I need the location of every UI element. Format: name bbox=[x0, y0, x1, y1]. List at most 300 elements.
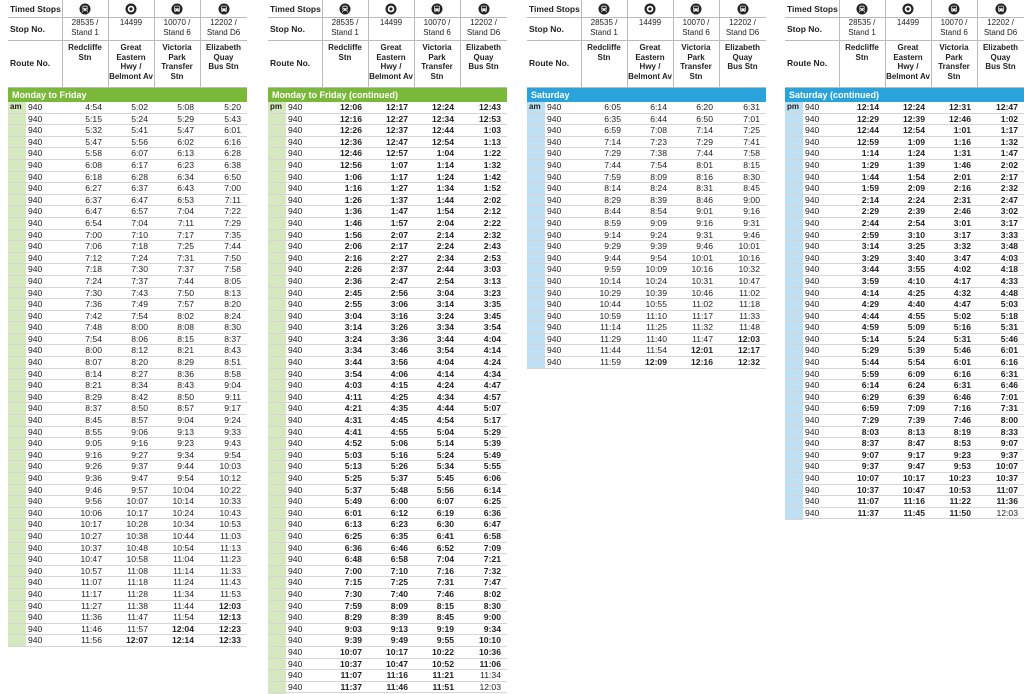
departure-time: 2:26 bbox=[344, 264, 362, 275]
table-row bbox=[527, 148, 766, 160]
departure-time: 5:41 bbox=[131, 125, 148, 136]
departure-time: 5:45 bbox=[436, 473, 454, 483]
table-row bbox=[785, 218, 1024, 230]
table-row bbox=[268, 508, 507, 520]
departure-time: 1:14 bbox=[861, 148, 879, 159]
stop-number: 14499 bbox=[119, 18, 143, 27]
departure-time: 4:10 bbox=[907, 275, 925, 286]
departure-time: 1:56 bbox=[344, 229, 362, 240]
route-no-label: Route No. bbox=[787, 58, 828, 68]
departure-time: 8:45 bbox=[85, 415, 102, 426]
route-number: 940 bbox=[28, 449, 43, 460]
route-number: 940 bbox=[288, 217, 303, 228]
stop-no-label: Stop No. bbox=[270, 24, 305, 34]
departure-time: 9:31 bbox=[743, 217, 760, 228]
departure-time: 2:47 bbox=[1000, 194, 1018, 205]
bus-icon bbox=[414, 3, 460, 16]
departure-time: 7:58 bbox=[224, 264, 241, 275]
departure-time: 10:58 bbox=[126, 554, 148, 565]
table-row bbox=[268, 531, 507, 543]
table-row bbox=[8, 183, 247, 195]
table-row bbox=[268, 473, 507, 485]
departure-time: 6:46 bbox=[390, 542, 408, 553]
stop-column-header bbox=[719, 0, 766, 88]
departure-time: 6:39 bbox=[907, 391, 925, 402]
departure-time: 3:54 bbox=[483, 322, 501, 333]
departure-time: 7:00 bbox=[224, 183, 241, 194]
departure-time: 4:44 bbox=[861, 310, 879, 321]
departure-time: 3:55 bbox=[907, 264, 925, 275]
departure-time: 7:48 bbox=[85, 322, 102, 333]
departure-time: 12:34 bbox=[432, 113, 454, 124]
departure-time: 10:07 bbox=[340, 646, 362, 657]
table-row bbox=[527, 230, 766, 242]
table-row bbox=[527, 276, 766, 288]
departure-time: 11:44 bbox=[600, 345, 621, 356]
departure-time: 8:55 bbox=[85, 426, 102, 437]
departure-time: 9:54 bbox=[650, 252, 667, 263]
departure-time: 3:04 bbox=[436, 287, 454, 298]
table-row bbox=[785, 148, 1024, 160]
departure-time: 11:34 bbox=[173, 588, 194, 599]
stop-name: Victoria Park Transfer Stn bbox=[680, 43, 712, 81]
route-number: 940 bbox=[805, 461, 820, 472]
route-number: 940 bbox=[28, 113, 43, 124]
departure-time: 3:17 bbox=[1000, 217, 1018, 228]
stops-header bbox=[785, 0, 1024, 88]
table-row bbox=[8, 485, 247, 497]
departure-time: 7:24 bbox=[131, 252, 148, 263]
departure-time: 5:02 bbox=[953, 310, 971, 321]
departure-time: 1:13 bbox=[483, 136, 501, 147]
table-row bbox=[8, 415, 247, 427]
timetable-panel bbox=[8, 0, 247, 647]
departure-time: 9:13 bbox=[390, 623, 408, 634]
table-row bbox=[785, 357, 1024, 369]
departure-time: 7:36 bbox=[85, 299, 102, 310]
departure-time: 7:44 bbox=[177, 275, 194, 286]
departure-time: 12:46 bbox=[949, 113, 971, 124]
stop-number: 14499 bbox=[896, 18, 920, 27]
route-number: 940 bbox=[288, 391, 303, 402]
departure-time: 12:17 bbox=[386, 102, 408, 112]
departure-time: 7:09 bbox=[483, 542, 501, 553]
table-row bbox=[268, 102, 507, 114]
departure-time: 11:24 bbox=[173, 577, 194, 588]
route-number: 940 bbox=[547, 206, 562, 217]
departure-time: 8:33 bbox=[1000, 426, 1018, 437]
stop-number: 12202 / Stand D6 bbox=[725, 18, 760, 37]
route-number: 940 bbox=[288, 577, 303, 588]
departure-time: 1:31 bbox=[953, 148, 971, 159]
route-number: 940 bbox=[805, 415, 820, 426]
stop-column-header bbox=[200, 0, 247, 88]
route-number: 940 bbox=[288, 612, 303, 623]
table-row bbox=[8, 102, 247, 114]
table-row bbox=[527, 195, 766, 207]
bus-icon bbox=[154, 3, 200, 16]
departure-time: 7:12 bbox=[85, 252, 102, 263]
departure-time: 7:16 bbox=[436, 565, 454, 576]
table-row bbox=[527, 183, 766, 195]
stop-column-header bbox=[460, 0, 507, 88]
departure-time: 8:09 bbox=[650, 171, 667, 182]
departure-time: 3:45 bbox=[483, 310, 501, 321]
table-row bbox=[8, 589, 247, 601]
table-row bbox=[268, 357, 507, 369]
period-label: am bbox=[10, 102, 22, 111]
table-row bbox=[785, 345, 1024, 357]
departure-time: 12:27 bbox=[386, 113, 408, 124]
departure-time: 6:41 bbox=[436, 530, 454, 541]
departure-time: 4:02 bbox=[953, 264, 971, 275]
departure-time: 7:00 bbox=[344, 565, 362, 576]
departure-time: 7:10 bbox=[390, 565, 408, 576]
stop-column-header bbox=[581, 0, 627, 88]
departure-time: 8:16 bbox=[696, 171, 713, 182]
route-number: 940 bbox=[28, 426, 43, 437]
route-number: 940 bbox=[288, 461, 303, 472]
route-number: 940 bbox=[28, 229, 43, 240]
departure-time: 1:47 bbox=[390, 206, 408, 217]
departure-time: 9:27 bbox=[131, 449, 148, 460]
departure-time: 4:29 bbox=[861, 299, 879, 310]
departure-time: 7:42 bbox=[85, 310, 102, 321]
departure-time: 7:04 bbox=[177, 206, 194, 217]
stops-header bbox=[527, 0, 766, 88]
departure-time: 10:07 bbox=[857, 473, 879, 483]
departure-time: 9:33 bbox=[224, 426, 241, 437]
departure-time: 6:47 bbox=[131, 194, 148, 205]
table-row bbox=[527, 345, 766, 357]
stop-column-header bbox=[673, 0, 719, 88]
timed-stops-label: Timed Stops bbox=[10, 4, 61, 14]
departure-time: 1:06 bbox=[344, 171, 362, 182]
departure-time: 1:16 bbox=[344, 183, 362, 194]
departure-time: 7:25 bbox=[177, 241, 194, 252]
departure-time: 6:14 bbox=[861, 380, 879, 391]
departure-time: 9:04 bbox=[177, 415, 194, 426]
departure-time: 6:17 bbox=[131, 159, 148, 170]
departure-time: 5:26 bbox=[390, 461, 408, 472]
stop-column-header bbox=[839, 0, 885, 88]
route-number: 940 bbox=[28, 322, 43, 333]
departure-time: 9:13 bbox=[177, 426, 194, 437]
table-row bbox=[8, 148, 247, 160]
table-row bbox=[785, 125, 1024, 137]
table-row bbox=[785, 485, 1024, 497]
departure-time: 9:39 bbox=[650, 241, 667, 252]
stop-number: 10070 / Stand 6 bbox=[163, 18, 191, 37]
table-row bbox=[785, 160, 1024, 172]
departure-time: 7:44 bbox=[224, 241, 241, 252]
departure-time: 10:31 bbox=[691, 275, 713, 286]
departure-time: 6:34 bbox=[177, 171, 194, 182]
table-row bbox=[785, 392, 1024, 404]
table-row bbox=[527, 137, 766, 149]
route-number: 940 bbox=[28, 159, 43, 170]
route-number: 940 bbox=[288, 658, 303, 669]
departure-time: 10:37 bbox=[857, 484, 879, 495]
table-row bbox=[8, 299, 247, 311]
departure-time: 7:29 bbox=[604, 148, 621, 159]
departure-time: 3:25 bbox=[907, 241, 925, 252]
departure-time: 2:02 bbox=[1000, 159, 1018, 170]
departure-time: 4:31 bbox=[344, 415, 362, 426]
departure-time: 11:02 bbox=[692, 299, 713, 310]
departure-time: 8:29 bbox=[85, 391, 102, 402]
stop-column-header bbox=[885, 0, 931, 88]
departure-time: 12:03 bbox=[479, 681, 501, 692]
departure-time: 10:17 bbox=[80, 519, 102, 530]
timed-stops-label: Timed Stops bbox=[529, 4, 580, 14]
stop-column-header bbox=[108, 0, 154, 88]
departure-time: 3:10 bbox=[907, 229, 925, 240]
route-number: 940 bbox=[288, 554, 303, 565]
departure-time: 11:07 bbox=[996, 484, 1018, 495]
route-number: 940 bbox=[547, 102, 562, 112]
route-number: 940 bbox=[805, 171, 820, 182]
table-row bbox=[8, 473, 247, 485]
departure-time: 7:08 bbox=[650, 125, 667, 136]
stop-column-header bbox=[368, 0, 414, 88]
departure-time: 10:16 bbox=[738, 252, 760, 263]
departure-time: 2:09 bbox=[907, 183, 925, 194]
departure-time: 7:37 bbox=[131, 275, 148, 286]
departure-time: 9:53 bbox=[953, 461, 971, 472]
departure-time: 4:18 bbox=[1000, 264, 1018, 275]
departure-time: 7:04 bbox=[131, 217, 148, 228]
departure-time: 4:04 bbox=[436, 357, 454, 368]
timed-stop-icon bbox=[108, 3, 154, 16]
route-number: 940 bbox=[288, 484, 303, 495]
table-row bbox=[527, 253, 766, 265]
departure-time: 3:14 bbox=[436, 299, 454, 310]
departure-time: 5:47 bbox=[85, 136, 102, 147]
departure-time: 7:59 bbox=[344, 600, 362, 611]
departure-time: 8:50 bbox=[177, 391, 194, 402]
table-row bbox=[527, 160, 766, 172]
stop-number: 28535 / Stand 1 bbox=[848, 18, 876, 37]
route-number: 940 bbox=[28, 148, 43, 159]
departure-time: 8:29 bbox=[344, 612, 362, 623]
departure-time: 5:55 bbox=[483, 461, 501, 472]
route-number: 940 bbox=[288, 670, 303, 681]
stop-number: 10070 / Stand 6 bbox=[940, 18, 968, 37]
table-row bbox=[785, 137, 1024, 149]
departure-time: 8:45 bbox=[743, 183, 760, 194]
departure-time: 7:50 bbox=[224, 252, 241, 263]
departure-time: 4:15 bbox=[390, 380, 408, 391]
departure-time: 7:21 bbox=[483, 554, 501, 565]
departure-time: 5:14 bbox=[436, 438, 454, 449]
departure-time: 11:14 bbox=[173, 565, 194, 576]
table-row bbox=[268, 635, 507, 647]
route-number: 940 bbox=[547, 171, 562, 182]
route-number: 940 bbox=[805, 426, 820, 437]
departure-time: 3:17 bbox=[953, 229, 971, 240]
departure-time: 7:44 bbox=[604, 159, 621, 170]
departure-time: 1:07 bbox=[390, 159, 408, 170]
timetable-body bbox=[268, 102, 507, 693]
table-row bbox=[268, 345, 507, 357]
departure-time: 8:02 bbox=[483, 588, 501, 599]
stop-name: Elizabeth Quay Bus Stn bbox=[724, 43, 761, 71]
departure-time: 12:59 bbox=[857, 136, 879, 147]
departure-time: 4:03 bbox=[344, 380, 362, 391]
departure-time: 4:14 bbox=[483, 345, 501, 356]
departure-time: 11:53 bbox=[220, 588, 241, 599]
route-number: 940 bbox=[805, 102, 820, 112]
departure-time: 4:47 bbox=[483, 380, 501, 391]
departure-time: 10:46 bbox=[691, 287, 713, 298]
departure-time: 10:44 bbox=[599, 299, 621, 310]
departure-time: 2:17 bbox=[390, 241, 408, 252]
timed-stop-icon bbox=[627, 3, 673, 16]
departure-time: 8:30 bbox=[743, 171, 760, 182]
route-number: 940 bbox=[28, 171, 43, 182]
departure-time: 9:16 bbox=[85, 449, 102, 460]
timed-stop-icon bbox=[885, 3, 931, 16]
departure-time: 8:14 bbox=[85, 368, 102, 379]
departure-time: 5:24 bbox=[131, 113, 148, 124]
departure-time: 7:47 bbox=[483, 577, 501, 588]
departure-time: 2:07 bbox=[390, 229, 408, 240]
departure-time: 7:29 bbox=[861, 415, 879, 426]
departure-time: 6:24 bbox=[907, 380, 925, 391]
departure-time: 6:16 bbox=[953, 368, 971, 379]
route-number: 940 bbox=[288, 159, 303, 170]
departure-time: 11:28 bbox=[127, 588, 148, 599]
departure-time: 11:57 bbox=[127, 623, 148, 634]
route-number: 940 bbox=[547, 241, 562, 252]
departure-time: 8:46 bbox=[696, 194, 713, 205]
section-title: Saturday (continued) bbox=[785, 88, 1024, 102]
departure-time: 6:01 bbox=[344, 507, 362, 518]
stop-number: 10070 / Stand 6 bbox=[682, 18, 710, 37]
departure-time: 1:17 bbox=[390, 171, 408, 182]
departure-time: 7:31 bbox=[177, 252, 194, 263]
route-number: 940 bbox=[28, 275, 43, 286]
route-number: 940 bbox=[288, 403, 303, 414]
route-number: 940 bbox=[288, 426, 303, 437]
route-number: 940 bbox=[547, 264, 562, 275]
departure-time: 2:02 bbox=[483, 194, 501, 205]
departure-time: 2:14 bbox=[436, 229, 454, 240]
departure-time: 3:56 bbox=[390, 357, 408, 368]
departure-time: 9:55 bbox=[436, 635, 454, 646]
departure-time: 3:44 bbox=[861, 264, 879, 275]
departure-time: 6:08 bbox=[85, 159, 102, 170]
departure-time: 9:34 bbox=[177, 449, 194, 460]
departure-time: 5:46 bbox=[953, 345, 971, 356]
departure-time: 5:18 bbox=[1000, 310, 1018, 321]
departure-time: 10:55 bbox=[645, 299, 667, 310]
departure-time: 4:11 bbox=[345, 391, 362, 402]
bus-icon bbox=[977, 3, 1024, 16]
departure-time: 2:17 bbox=[1000, 171, 1018, 182]
departure-time: 8:24 bbox=[650, 183, 667, 194]
route-number: 940 bbox=[28, 473, 43, 483]
departure-time: 11:36 bbox=[996, 496, 1018, 507]
route-number: 940 bbox=[547, 136, 562, 147]
route-number: 940 bbox=[805, 322, 820, 333]
departure-time: 4:24 bbox=[436, 380, 454, 391]
departure-time: 5:04 bbox=[436, 426, 454, 437]
departure-time: 2:34 bbox=[436, 252, 454, 263]
table-row bbox=[8, 218, 247, 230]
departure-time: 9:29 bbox=[604, 241, 621, 252]
departure-time: 10:07 bbox=[126, 496, 148, 507]
departure-time: 6:23 bbox=[390, 519, 408, 530]
departure-time: 1:52 bbox=[483, 183, 501, 194]
departure-time: 5:43 bbox=[224, 113, 241, 124]
departure-time: 8:27 bbox=[131, 368, 148, 379]
departure-time: 3:54 bbox=[436, 345, 454, 356]
table-row bbox=[268, 589, 507, 601]
departure-time: 11:06 bbox=[479, 658, 501, 669]
route-number: 940 bbox=[288, 102, 303, 112]
departure-time: 1:44 bbox=[436, 194, 454, 205]
departure-time: 5:14 bbox=[861, 333, 879, 344]
timetable-body bbox=[785, 102, 1024, 519]
departure-time: 3:03 bbox=[483, 264, 501, 275]
departure-time: 7:18 bbox=[85, 264, 102, 275]
departure-time: 3:36 bbox=[390, 333, 408, 344]
departure-time: 10:38 bbox=[126, 530, 148, 541]
departure-time: 4:40 bbox=[907, 299, 925, 310]
departure-time: 6:37 bbox=[131, 183, 148, 194]
route-number: 940 bbox=[805, 380, 820, 391]
timetable-body bbox=[527, 102, 766, 369]
departure-time: 9:54 bbox=[224, 449, 241, 460]
table-row bbox=[8, 253, 247, 265]
route-number: 940 bbox=[288, 357, 303, 368]
table-row bbox=[785, 473, 1024, 485]
route-number: 940 bbox=[288, 183, 303, 194]
table-row bbox=[785, 206, 1024, 218]
departure-time: 5:56 bbox=[436, 484, 454, 495]
departure-time: 9:00 bbox=[483, 612, 501, 623]
route-number: 940 bbox=[28, 183, 43, 194]
route-number: 940 bbox=[28, 136, 43, 147]
departure-time: 7:49 bbox=[131, 299, 148, 310]
departure-time: 8:30 bbox=[224, 322, 241, 333]
table-row bbox=[8, 601, 247, 613]
departure-time: 11:21 bbox=[432, 670, 454, 681]
table-row bbox=[8, 369, 247, 381]
route-number: 940 bbox=[28, 635, 43, 646]
departure-time: 12:37 bbox=[386, 125, 408, 136]
departure-time: 8:47 bbox=[907, 438, 925, 449]
departure-time: 9:47 bbox=[907, 461, 925, 472]
departure-time: 1:32 bbox=[1000, 136, 1018, 147]
departure-time: 1:57 bbox=[390, 217, 408, 228]
departure-time: 10:14 bbox=[172, 496, 194, 507]
route-number: 940 bbox=[805, 484, 820, 495]
table-row bbox=[8, 160, 247, 172]
stop-name: Redcliffe Stn bbox=[845, 43, 879, 62]
departure-time: 12:56 bbox=[340, 159, 362, 170]
departure-time: 11:37 bbox=[340, 681, 362, 692]
departure-time: 1:24 bbox=[436, 171, 454, 182]
departure-time: 5:39 bbox=[907, 345, 925, 356]
departure-time: 11:40 bbox=[646, 333, 667, 344]
departure-time: 6:25 bbox=[344, 530, 362, 541]
departure-time: 11:32 bbox=[692, 322, 713, 333]
departure-time: 6:25 bbox=[483, 496, 501, 507]
departure-time: 12:44 bbox=[857, 125, 879, 136]
